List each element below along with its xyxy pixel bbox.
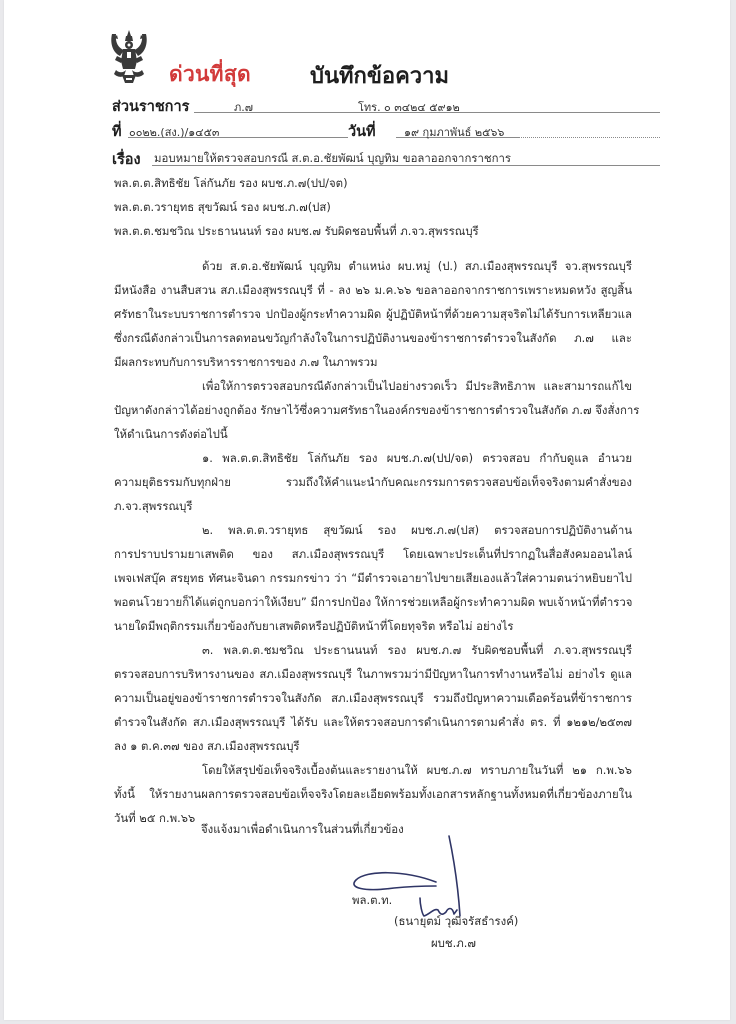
addressee-2: พล.ต.ต.วรายุทธ สุขวัฒน์ รอง ผบช.ภ.๗(ปส) bbox=[114, 200, 331, 214]
paragraph-line: มีผลกระทบกับการบริหารราชการของ ภ.๗ ในภาพรวม bbox=[114, 355, 378, 369]
paragraph-line: ๓. พล.ต.ต.ชมชวิณ ประธานนนท์ รอง ผบช.ภ.๗ รับผิดชอบพื้นที่ ภ.จว.สุพรรณบุรี bbox=[202, 643, 632, 657]
urgency-label: ด่วนที่สุด bbox=[169, 62, 251, 86]
paragraph-line: โดยให้สรุปข้อเท็จจริงเบื้องต้นและรายงานให้ ผบช.ภ.๗ ทราบภายในวันที่ ๒๑ ก.พ.๖๖ bbox=[202, 763, 632, 777]
signatory-name: (ธนายุตม์ วุฒิจรัสธำรงค์) bbox=[394, 914, 519, 928]
paragraph-line: เพื่อให้การตรวจสอบกรณีดังกล่าวเป็นไปอย่างรวดเร็ว มีประสิทธิภาพ และสามารถแก้ไข bbox=[202, 379, 632, 393]
paragraph-order-2 bbox=[114, 518, 632, 638]
paragraph-line: ความเป็นอยู่ของข้าราชการตำรวจในสังกัด สภ.เมืองสุพรรณบุรี รวมถึงปัญหาความเดือดร้อนที่ข้าราชการ bbox=[114, 691, 632, 705]
signatory-rank: พล.ต.ท. bbox=[352, 893, 393, 907]
paragraph-purpose bbox=[114, 374, 640, 446]
paragraph-line: นายใดมีพฤติกรรมเกี่ยวข้องกับยาเสพติดหรือปฏิบัติหน้าที่โดยทุจริต หรือไม่ อย่างไร bbox=[114, 619, 514, 633]
paragraph-line: ๑. พล.ต.ต.สิทธิชัย โล่กันภัย รอง ผบช.ภ.๗(ปป/จต) ตรวจสอบ กำกับดูแล อำนวย bbox=[202, 451, 632, 465]
date-label: วันที่ bbox=[348, 124, 376, 140]
department-label: ส่วนราชการ bbox=[112, 99, 190, 115]
date-value: ๑๙ กุมภาพันธ์ ๒๕๖๖ bbox=[404, 126, 505, 139]
department-row bbox=[112, 95, 672, 117]
department-value: ภ.๗ bbox=[234, 101, 254, 114]
paragraph-line: พอตนโวยวายก็ได้แต่ถูกบอกว่าให้เงียบ” มีการปกป้อง ให้การช่วยเหลือผู้กระทำความผิด พบเจ้าหน้าที่ตำรวจ bbox=[114, 595, 633, 609]
closing-statement: จึงแจ้งมาเพื่อดำเนินการในส่วนที่เกี่ยวข้อง bbox=[201, 822, 404, 836]
paragraph-line: ปัญหาดังกล่าวได้อย่างถูกต้อง รักษาไว้ซึ่งความศรัทธาในองค์กรของข้าราชการตำรวจในสังกัด ภ.๗ จึงสั่งการ bbox=[114, 403, 640, 417]
paragraph-line: ซึ่งกรณีดังกล่าวเป็นการลดทอนขวัญกำลังใจในการปฏิบัติงานของข้าราชการตำรวจในสังกัด ภ.๗ และ bbox=[114, 331, 632, 345]
paragraph-line: ศรัทธาในระบบราชการตำรวจ ปกป้องผู้กระทำความผิด ผู้ปฏิบัติหน้าที่ด้วยความสุจริตไม่ได้รับการเหลียวแล bbox=[114, 307, 632, 321]
memo-title: บันทึกข้อความ bbox=[310, 64, 450, 89]
paragraph-order-1 bbox=[114, 446, 632, 518]
subject-value: มอบหมายให้ตรวจสอบกรณี ส.ต.อ.ชัยพัฒน์ บุญทิม ขอลาออกจากราชการ bbox=[154, 151, 511, 165]
paragraph-line: ด้วย ส.ต.อ.ชัยพัฒน์ บุญทิม ตำแหน่ง ผบ.หมู่ (ป.) สภ.เมืองสุพรรณบุรี จว.สุพรรณบุรี bbox=[202, 259, 632, 273]
paragraph-line: การปราบปรามยาเสพติด ของ สภ.เมืองสุพรรณบุรี โดยเฉพาะประเด็นที่ปรากฏในสื่อสังคมออนไลน์ bbox=[114, 547, 632, 561]
paragraph-line: ภ.จว.สุพรรณบุรี bbox=[114, 499, 193, 513]
paragraph-line: วันที่ ๒๕ ก.พ.๖๖ bbox=[114, 811, 196, 825]
paragraph-background bbox=[114, 254, 632, 374]
paragraph-line: ๒. พล.ต.ต.วรายุทธ สุขวัฒน์ รอง ผบช.ภ.๗(ปส) ตรวจสอบการปฏิบัติงานด้าน bbox=[202, 523, 632, 537]
subject-label: เรื่อง bbox=[112, 152, 141, 168]
addressee-1: พล.ต.ต.สิทธิชัย โล่กันภัย รอง ผบช.ภ.๗(ปป/จต) bbox=[114, 176, 348, 190]
paragraph-line: ลง ๑ ต.ค.๓๗ ของ สภ.เมืองสุพรรณบุรี bbox=[114, 739, 300, 753]
garuda-emblem-icon bbox=[108, 28, 150, 86]
ref-date-row bbox=[112, 120, 672, 142]
paragraph-order-3 bbox=[114, 638, 632, 758]
paragraph-line: ตรวจสอบการบริหารงานของ สภ.เมืองสุพรรณบุรี ในภาพรวมว่ามีปัญหาในการทำงานหรือไม่ อย่างไร ดูแล bbox=[114, 667, 632, 681]
signatory-position: ผบช.ภ.๗ bbox=[431, 936, 476, 950]
paragraph-line: ให้ดำเนินการดังต่อไปนี้ bbox=[114, 427, 228, 441]
paragraph-line: ความยุติธรรมกับทุกฝ่าย รวมถึงให้คำแนะนำกับคณะกรรมการตรวจสอบข้อเท็จจริงตามคำสั่งของ bbox=[114, 475, 632, 489]
paragraph-line: ทั้งนี้ ให้รายงานผลการตรวจสอบข้อเท็จจริงโดยละเอียดพร้อมทั้งเอกสารหลักฐานทั้งหมดที่เกี่ยวข้องภายใน bbox=[114, 787, 632, 801]
ref-label: ที่ bbox=[112, 124, 122, 140]
phone-value: โทร. ๐ ๓๔๒๔ ๕๙๑๒ bbox=[358, 101, 460, 114]
ref-value: ๐๐๒๒.(สง.)/๑๔๕๓ bbox=[129, 126, 220, 139]
subject-row bbox=[112, 148, 672, 170]
memo-page bbox=[4, 0, 730, 1020]
date-underline-dotted bbox=[518, 137, 660, 138]
paragraph-line: มีหนังสือ งานสืบสวน สภ.เมืองสุพรรณบุรี ที่ - ลง ๒๖ ม.ค.๖๖ ขอลาออกจากราชการเพราะหมดหวัง สูญสิ้น bbox=[114, 283, 632, 297]
paragraph-line: เพจเฟสบุ๊ค สรยุทธ ทัศนะจินดา กรรมกรข่าว ว่า “มีตำรวจเอายาไปขายเสียเองแล้วใส่ความตนว่าหยิบยาไป bbox=[114, 571, 632, 585]
paragraph-line: ตำรวจในสังกัด สภ.เมืองสุพรรณบุรี ได้รับ และให้ตรวจสอบการดำเนินการตามคำสั่ง ตร. ที่ ๑๒๑๒/๒๕๓๗ bbox=[114, 715, 632, 729]
paragraph-deadline bbox=[114, 758, 632, 830]
addressee-3: พล.ต.ต.ชมชวิณ ประธานนนท์ รอง ผบช.๗ รับผิดชอบพื้นที่ ภ.จว.สุพรรณบุรี bbox=[114, 224, 479, 238]
